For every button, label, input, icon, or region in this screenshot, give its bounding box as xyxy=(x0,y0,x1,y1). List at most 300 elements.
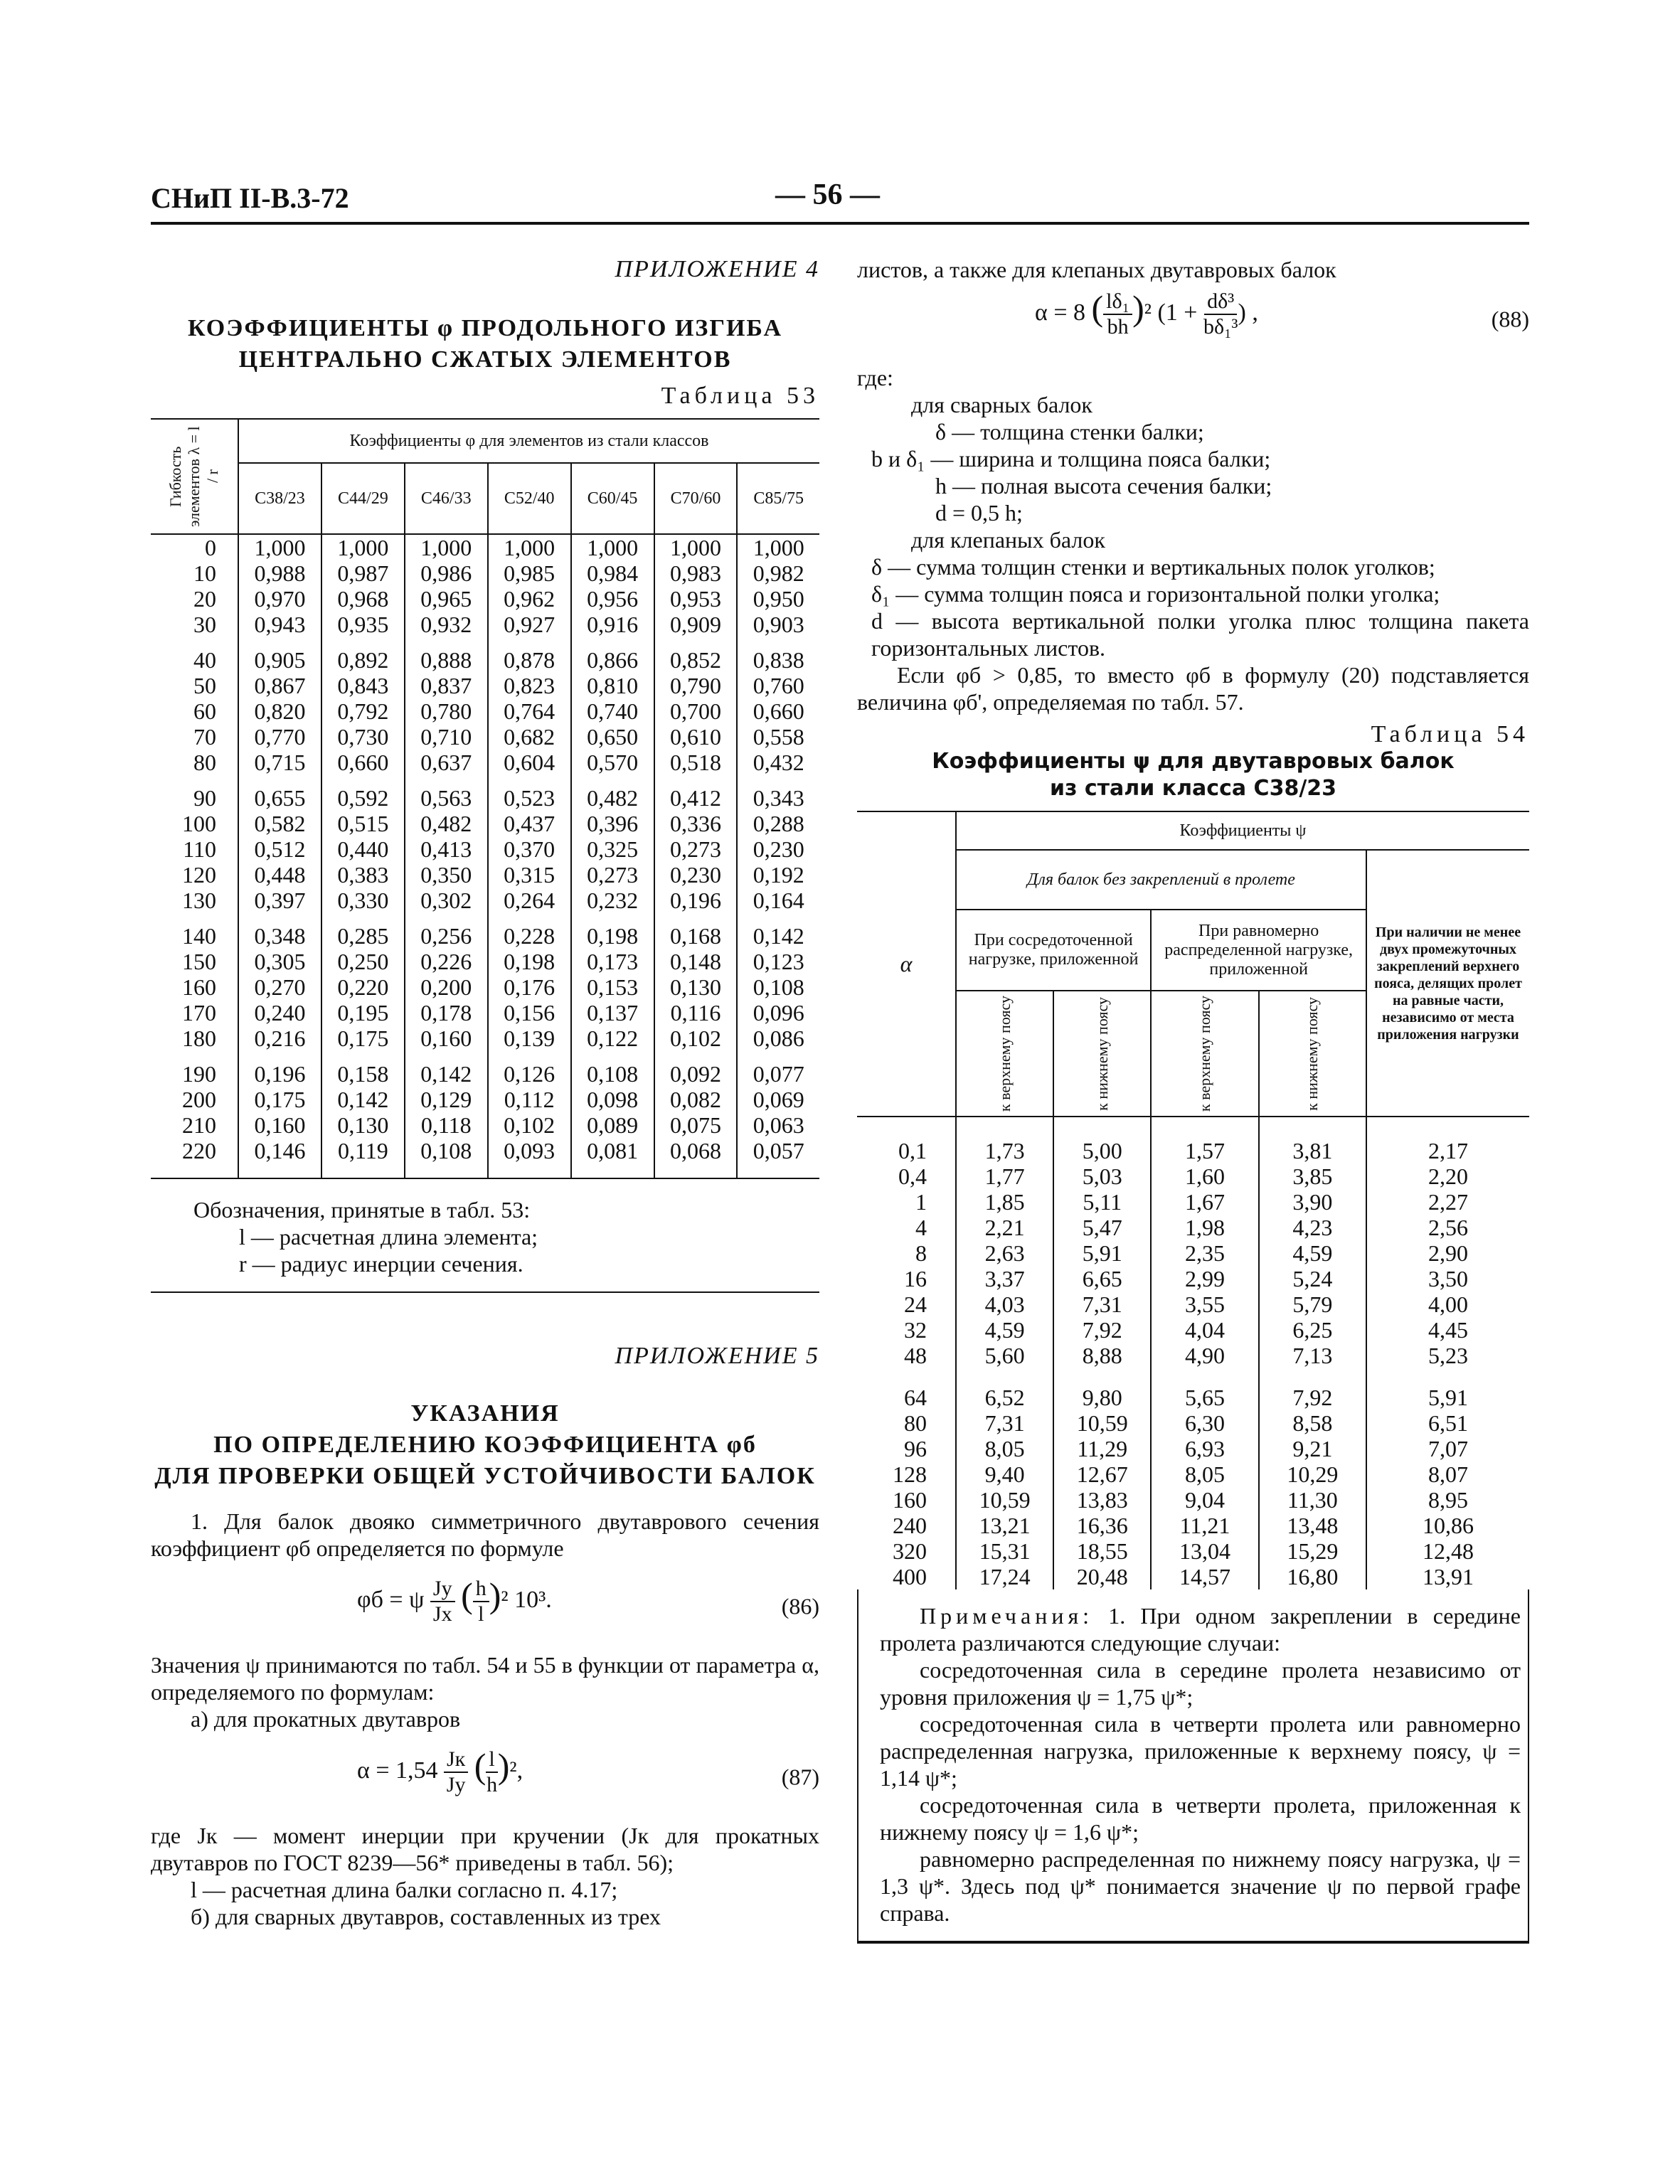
phi-cell: 0,198 xyxy=(488,949,571,974)
psi-cell: 7,92 xyxy=(1259,1368,1366,1410)
phi-cell: 1,000 xyxy=(238,534,321,560)
phi-cell: 0,987 xyxy=(321,560,405,586)
phi-cell: 0,943 xyxy=(238,612,321,637)
lower-flange-header: к нижнему поясу xyxy=(1303,996,1322,1111)
phi-cell: 0,888 xyxy=(405,637,488,673)
phi-cell: 0,195 xyxy=(321,1000,405,1026)
alpha-cell: 32 xyxy=(857,1317,956,1343)
psi-cell: 9,04 xyxy=(1151,1487,1258,1513)
alpha-cell: 64 xyxy=(857,1368,956,1410)
psi-cell: 1,77 xyxy=(956,1163,1053,1189)
psi-cell: 5,91 xyxy=(1053,1240,1151,1266)
psi-cell: 6,65 xyxy=(1053,1266,1151,1291)
phi-cell: 0,160 xyxy=(405,1026,488,1051)
table-row xyxy=(151,750,819,775)
phi-cell: 0,986 xyxy=(405,560,488,586)
phi-cell: 0,953 xyxy=(654,586,738,612)
psi-cell: 5,00 xyxy=(1053,1117,1151,1163)
phi-cell: 0,432 xyxy=(737,750,819,775)
phi-cell: 0,175 xyxy=(321,1026,405,1051)
phi-cell: 0,650 xyxy=(571,724,654,750)
definition-line: b и δ₁ — ширина и толщина пояса балки; xyxy=(871,446,1271,472)
psi-cell: 6,93 xyxy=(1151,1436,1258,1461)
formula-88-den2: bδ₁³ xyxy=(1203,315,1238,339)
phi-cell: 0,192 xyxy=(737,862,819,888)
slenderness-cell: 10 xyxy=(151,560,238,586)
phi-cell: 0,512 xyxy=(238,836,321,862)
phi-cell: 0,068 xyxy=(654,1138,738,1178)
phi-cell: 0,823 xyxy=(488,673,571,698)
phi-cell: 0,230 xyxy=(737,836,819,862)
psi-cell: 4,00 xyxy=(1366,1291,1529,1317)
note-line: сосредоточенная сила в середине пролета независимо от уровня приложения ψ = 1,75 ψ*; xyxy=(880,1657,1521,1710)
psi-cell: 3,55 xyxy=(1151,1291,1258,1317)
upper-flange-header: к верхнему поясу xyxy=(1195,996,1213,1112)
table-row xyxy=(857,1513,1529,1538)
psi-cell: 12,67 xyxy=(1053,1461,1151,1487)
phi-cell: 0,413 xyxy=(405,836,488,862)
phi-cell: 0,710 xyxy=(405,724,488,750)
psi-cell: 14,57 xyxy=(1151,1564,1258,1589)
formula-87-lhs: α = 1,54 xyxy=(357,1757,438,1784)
psi-cell: 7,31 xyxy=(956,1410,1053,1436)
table-row xyxy=(151,673,819,698)
table-row xyxy=(857,1163,1529,1189)
slenderness-cell: 200 xyxy=(151,1087,238,1112)
appendix-5-title-line: УКАЗАНИЯ xyxy=(410,1400,560,1427)
definition-line: d = 0,5 h; xyxy=(935,500,1023,526)
psi-cell: 5,23 xyxy=(1366,1343,1529,1368)
page-number: — 56 — xyxy=(775,179,880,211)
table-row xyxy=(857,1368,1529,1410)
phi-cell: 0,086 xyxy=(737,1026,819,1051)
slenderness-cell: 100 xyxy=(151,811,238,836)
psi-cell: 2,17 xyxy=(1366,1117,1529,1163)
alpha-cell: 0,4 xyxy=(857,1163,956,1189)
phi-cell: 0,142 xyxy=(405,1051,488,1087)
table-row xyxy=(151,1087,819,1112)
psi-cell: 2,56 xyxy=(1366,1215,1529,1240)
phi-cell: 0,264 xyxy=(488,888,571,913)
table-53-label: Таблица 53 xyxy=(661,383,819,409)
phi-cell: 0,837 xyxy=(405,673,488,698)
phi-cell: 0,216 xyxy=(238,1026,321,1051)
alpha-cell: 24 xyxy=(857,1291,956,1317)
slenderness-cell: 120 xyxy=(151,862,238,888)
phi-cell: 0,142 xyxy=(737,913,819,949)
steel-class-header: С85/75 xyxy=(737,463,819,534)
paragraph-5: l — расчетная длина балки согласно п. 4.17; xyxy=(191,1877,618,1902)
slenderness-cell: 180 xyxy=(151,1026,238,1051)
slenderness-cell: 110 xyxy=(151,836,238,862)
phi-cell: 0,139 xyxy=(488,1026,571,1051)
formula-88: α = 8 ( $\frac{\text{lδ₁}}{bh}$ )² (1 + $\frac{\text{dδ³}}{\text{bδ₁³}}$ ) , (88) xyxy=(1035,288,1529,339)
phi-cell: 1,000 xyxy=(737,534,819,560)
phi-cell: 0,158 xyxy=(321,1051,405,1087)
phi-cell: 0,063 xyxy=(737,1112,819,1138)
definition-line: δ — толщина стенки балки; xyxy=(935,419,1204,444)
table-row xyxy=(151,949,819,974)
phi-cell: 0,102 xyxy=(488,1112,571,1138)
psi-cell: 1,98 xyxy=(1151,1215,1258,1240)
phi-cell: 0,838 xyxy=(737,637,819,673)
psi-cell: 7,13 xyxy=(1259,1343,1366,1368)
alpha-cell: 320 xyxy=(857,1538,956,1564)
phi-cell: 0,518 xyxy=(654,750,738,775)
no-restraint-header: Для балок без закреплений в пролете xyxy=(956,850,1366,910)
psi-cell: 7,92 xyxy=(1053,1317,1151,1343)
formula-86-number: (86) xyxy=(781,1593,819,1619)
psi-cell: 10,86 xyxy=(1366,1513,1529,1538)
phi-cell: 0,228 xyxy=(488,913,571,949)
phi-cell: 0,112 xyxy=(488,1087,571,1112)
phi-cell: 0,160 xyxy=(238,1112,321,1138)
phi-cell: 0,878 xyxy=(488,637,571,673)
psi-cell: 13,83 xyxy=(1053,1487,1151,1513)
formula-87-num1: Jк xyxy=(444,1747,468,1773)
phi-cell: 0,437 xyxy=(488,811,571,836)
psi-cell: 6,52 xyxy=(956,1368,1053,1410)
phi-cell: 0,790 xyxy=(654,673,738,698)
table-54-notes xyxy=(857,1589,1529,1944)
phi-cell: 0,983 xyxy=(654,560,738,586)
phi-cell: 0,142 xyxy=(321,1087,405,1112)
psi-cell: 1,85 xyxy=(956,1189,1053,1215)
psi-cell: 5,47 xyxy=(1053,1215,1151,1240)
psi-cell: 2,63 xyxy=(956,1240,1053,1266)
steel-class-header: С70/60 xyxy=(654,463,738,534)
formula-86-num1: Jy xyxy=(430,1577,455,1602)
note-line: l — расчетная длина элемента; xyxy=(239,1224,538,1250)
header-rule xyxy=(151,222,1529,225)
table-row xyxy=(857,1266,1529,1291)
phi-cell: 0,226 xyxy=(405,949,488,974)
alpha-cell: 4 xyxy=(857,1215,956,1240)
phi-cell: 0,988 xyxy=(238,560,321,586)
psi-cell: 8,05 xyxy=(956,1436,1053,1461)
phi-cell: 0,660 xyxy=(737,698,819,724)
psi-cell: 5,65 xyxy=(1151,1368,1258,1410)
lower-flange-header: к нижнему поясу xyxy=(1092,996,1111,1111)
psi-cell: 3,37 xyxy=(956,1266,1053,1291)
slenderness-cell: 70 xyxy=(151,724,238,750)
steel-class-header: С52/40 xyxy=(488,463,571,534)
psi-cell: 13,91 xyxy=(1366,1564,1529,1589)
formula-86-den2: l xyxy=(478,1602,484,1626)
phi-cell: 0,563 xyxy=(405,775,488,811)
phi-cell: 0,178 xyxy=(405,1000,488,1026)
phi-cell: 0,082 xyxy=(654,1087,738,1112)
appendix-4-title xyxy=(151,313,819,375)
phi-cell: 0,146 xyxy=(238,1138,321,1178)
psi-cell: 4,04 xyxy=(1151,1317,1258,1343)
phi-cell: 0,962 xyxy=(488,586,571,612)
table-row xyxy=(857,1189,1529,1215)
formula-88-num2: dδ³ xyxy=(1204,289,1237,315)
phi-cell: 0,122 xyxy=(571,1026,654,1051)
psi-cell: 15,29 xyxy=(1259,1538,1366,1564)
phi-cell: 0,256 xyxy=(405,913,488,949)
phi-cell: 0,148 xyxy=(654,949,738,974)
formula-87-tail: ², xyxy=(509,1757,523,1784)
table-row xyxy=(151,724,819,750)
slenderness-cell: 190 xyxy=(151,1051,238,1087)
phi-cell: 0,660 xyxy=(321,750,405,775)
steel-class-header: С44/29 xyxy=(321,463,405,534)
psi-cell: 3,50 xyxy=(1366,1266,1529,1291)
phi-cell: 0,173 xyxy=(571,949,654,974)
psi-cell: 1,57 xyxy=(1151,1117,1258,1163)
alpha-cell: 48 xyxy=(857,1343,956,1368)
psi-cell: 17,24 xyxy=(956,1564,1053,1589)
phi-cell: 0,081 xyxy=(571,1138,654,1178)
formula-87-num2: l xyxy=(486,1747,497,1773)
phi-cell: 0,108 xyxy=(737,974,819,1000)
psi-cell: 1,67 xyxy=(1151,1189,1258,1215)
formula-88-mid: ² (1 + xyxy=(1144,299,1198,326)
psi-cell: 8,95 xyxy=(1366,1487,1529,1513)
table-row xyxy=(857,1487,1529,1513)
table-row xyxy=(151,974,819,1000)
phi-cell: 0,168 xyxy=(654,913,738,949)
phi-cell: 0,956 xyxy=(571,586,654,612)
psi-cell: 10,59 xyxy=(1053,1410,1151,1436)
phi-cell: 0,137 xyxy=(571,1000,654,1026)
phi-cell: 0,102 xyxy=(654,1026,738,1051)
psi-cell: 8,07 xyxy=(1366,1461,1529,1487)
definitions-list xyxy=(857,391,1529,661)
right-column xyxy=(857,256,1529,1944)
phi-cell: 0,820 xyxy=(238,698,321,724)
table-row xyxy=(151,913,819,949)
table-54-title-line: из стали класса С38/23 xyxy=(1049,776,1337,801)
psi-cell: 5,11 xyxy=(1053,1189,1151,1215)
table-row xyxy=(857,1564,1529,1589)
coefficients-group-header: Коэффициенты φ для элементов из стали классов xyxy=(238,419,819,463)
formula-88-number: (88) xyxy=(1491,306,1529,332)
definition-line: δ — сумма толщин стенки и вертикальных полок уголков; xyxy=(871,554,1435,580)
phi-cell: 0,905 xyxy=(238,637,321,673)
definition-line: для клепаных балок xyxy=(911,527,1105,553)
phi-cell: 0,230 xyxy=(654,862,738,888)
phi-cell: 0,440 xyxy=(321,836,405,862)
phi-cell: 1,000 xyxy=(488,534,571,560)
phi-cell: 0,093 xyxy=(488,1138,571,1178)
phi-cell: 0,126 xyxy=(488,1051,571,1087)
appendix-5-title xyxy=(151,1398,819,1492)
psi-cell: 8,58 xyxy=(1259,1410,1366,1436)
note-line: 1. При одном закреплении в середине пролета различаются следующие случаи: xyxy=(880,1603,1521,1656)
appendix-5-title-line: ДЛЯ ПРОВЕРКИ ОБЩЕЙ УСТОЙЧИВОСТИ БАЛОК xyxy=(154,1463,816,1489)
slenderness-cell: 140 xyxy=(151,913,238,949)
phi-cell: 0,250 xyxy=(321,949,405,974)
note-line: сосредоточенная сила в четверти пролета, приложенная к нижнему поясу ψ = 1,6 ψ*; xyxy=(880,1792,1521,1845)
phi-cell: 0,370 xyxy=(488,836,571,862)
slenderness-cell: 170 xyxy=(151,1000,238,1026)
phi-cell: 0,843 xyxy=(321,673,405,698)
phi-cell: 0,637 xyxy=(405,750,488,775)
phi-cell: 1,000 xyxy=(654,534,738,560)
phi-cell: 0,108 xyxy=(405,1138,488,1178)
phi-cell: 1,000 xyxy=(321,534,405,560)
phi-cell: 0,764 xyxy=(488,698,571,724)
table-row xyxy=(151,637,819,673)
slenderness-cell: 160 xyxy=(151,974,238,1000)
psi-cell: 9,80 xyxy=(1053,1368,1151,1410)
phi-cell: 0,909 xyxy=(654,612,738,637)
left-column xyxy=(151,256,819,1930)
table-54-label: Таблица 54 xyxy=(1371,721,1529,747)
psi-cell: 5,03 xyxy=(1053,1163,1151,1189)
alpha-cell: 240 xyxy=(857,1513,956,1538)
psi-cell: 11,29 xyxy=(1053,1436,1151,1461)
two-restraints-header: При наличии не менее двух промежуточных закреплений верхнего пояса, делящих пролет на равные части, независимо от места приложения нагрузки xyxy=(1366,850,1529,1117)
document-code: СНиП II-В.3-72 xyxy=(151,182,349,214)
phi-cell: 0,715 xyxy=(238,750,321,775)
psi-cell: 1,60 xyxy=(1151,1163,1258,1189)
psi-cell: 9,40 xyxy=(956,1461,1053,1487)
phi-cell: 0,343 xyxy=(737,775,819,811)
note-line: сосредоточенная сила в четверти пролета или равномерно распределенная нагрузка, приложенные к верхнему поясу, ψ = 1,14 ψ*; xyxy=(880,1711,1521,1791)
psi-cell: 8,88 xyxy=(1053,1343,1151,1368)
phi-cell: 0,968 xyxy=(321,586,405,612)
phi-cell: 0,075 xyxy=(654,1112,738,1138)
phi-cell: 0,196 xyxy=(654,888,738,913)
table-row xyxy=(151,1112,819,1138)
slenderness-cell: 30 xyxy=(151,612,238,637)
phi-cell: 0,558 xyxy=(737,724,819,750)
formula-87-number: (87) xyxy=(781,1764,819,1790)
table-row xyxy=(151,534,819,560)
slenderness-cell: 220 xyxy=(151,1138,238,1178)
phi-cell: 0,412 xyxy=(654,775,738,811)
alpha-cell: 0,1 xyxy=(857,1117,956,1163)
appendix-4-title-line: ЦЕНТРАЛЬНО СЖАТЫХ ЭЛЕМЕНТОВ xyxy=(238,346,732,373)
phi-cell: 1,000 xyxy=(405,534,488,560)
steel-class-header: С38/23 xyxy=(238,463,321,534)
phi-cell: 0,325 xyxy=(571,836,654,862)
psi-cell: 7,31 xyxy=(1053,1291,1151,1317)
table-row xyxy=(151,1138,819,1178)
phi-cell: 0,903 xyxy=(737,612,819,637)
phi-cell: 0,866 xyxy=(571,637,654,673)
phi-cell: 0,482 xyxy=(571,775,654,811)
phi-cell: 0,700 xyxy=(654,698,738,724)
alpha-cell: 160 xyxy=(857,1487,956,1513)
psi-cell: 8,05 xyxy=(1151,1461,1258,1487)
table-row xyxy=(151,612,819,637)
definition-line: для сварных балок xyxy=(911,392,1092,417)
alpha-cell: 8 xyxy=(857,1240,956,1266)
phi-cell: 0,285 xyxy=(321,913,405,949)
formula-86-lhs: φб = ψ xyxy=(357,1587,425,1613)
steel-class-header: С46/33 xyxy=(405,463,488,534)
table-row xyxy=(857,1410,1529,1436)
formula-88-tail: ) , xyxy=(1238,299,1258,326)
phi-cell: 0,089 xyxy=(571,1112,654,1138)
phi-cell: 0,164 xyxy=(737,888,819,913)
psi-cell: 3,81 xyxy=(1259,1117,1366,1163)
upper-flange-header: к верхнему поясу xyxy=(995,996,1014,1112)
phi-cell: 0,196 xyxy=(238,1051,321,1087)
table-row xyxy=(857,1461,1529,1487)
phi-cell: 0,336 xyxy=(654,811,738,836)
slenderness-cell: 80 xyxy=(151,750,238,775)
table-53 xyxy=(151,418,819,1179)
formula-86-num2: h xyxy=(473,1577,489,1602)
phi-cell: 0,130 xyxy=(654,974,738,1000)
psi-cell: 6,30 xyxy=(1151,1410,1258,1436)
phi-cell: 0,740 xyxy=(571,698,654,724)
phi-cell: 0,604 xyxy=(488,750,571,775)
phi-cell: 0,582 xyxy=(238,811,321,836)
phi-cell: 0,350 xyxy=(405,862,488,888)
table-54-title xyxy=(857,748,1529,802)
phi-cell: 0,592 xyxy=(321,775,405,811)
phi-cell: 0,330 xyxy=(321,888,405,913)
alpha-cell: 1 xyxy=(857,1189,956,1215)
phi-cell: 0,935 xyxy=(321,612,405,637)
phi-cell: 0,965 xyxy=(405,586,488,612)
appendix-4-title-line: КОЭФФИЦИЕНТЫ φ ПРОДОЛЬНОГО ИЗГИБА xyxy=(187,315,783,341)
psi-cell: 10,59 xyxy=(956,1487,1053,1513)
psi-cell: 9,21 xyxy=(1259,1436,1366,1461)
phi-cell: 0,118 xyxy=(405,1112,488,1138)
phi-cell: 0,108 xyxy=(571,1051,654,1087)
alpha-cell: 128 xyxy=(857,1461,956,1487)
table-row xyxy=(151,560,819,586)
psi-cell: 2,90 xyxy=(1366,1240,1529,1266)
phi-cell: 0,273 xyxy=(571,862,654,888)
phi-cell: 0,570 xyxy=(571,750,654,775)
phi-cell: 0,096 xyxy=(737,1000,819,1026)
slenderness-cell: 130 xyxy=(151,888,238,913)
table-row xyxy=(857,1215,1529,1240)
psi-cell: 5,91 xyxy=(1366,1368,1529,1410)
phi-cell: 0,348 xyxy=(238,913,321,949)
table-54 xyxy=(857,811,1529,1589)
table-53-notes xyxy=(151,1196,819,1277)
appendix-5-label: ПРИЛОЖЕНИЕ 5 xyxy=(615,1343,819,1369)
table-row xyxy=(151,698,819,724)
psi-cell: 11,30 xyxy=(1259,1487,1366,1513)
phi-cell: 0,655 xyxy=(238,775,321,811)
psi-cell: 11,21 xyxy=(1151,1513,1258,1538)
table-row xyxy=(857,1240,1529,1266)
psi-cell: 13,04 xyxy=(1151,1538,1258,1564)
phi-cell: 0,220 xyxy=(321,974,405,1000)
note-line: Обозначения, принятые в табл. 53: xyxy=(193,1197,531,1222)
slenderness-cell: 40 xyxy=(151,637,238,673)
phi-cell: 0,156 xyxy=(488,1000,571,1026)
psi-cell: 12,48 xyxy=(1366,1538,1529,1564)
note-line: равномерно распределенная по нижнему поясу нагрузка, ψ = 1,3 ψ*. Здесь под ψ* понимается значение ψ по первой графе справа. xyxy=(880,1846,1521,1927)
phi-cell: 0,175 xyxy=(238,1087,321,1112)
phi-cell: 0,982 xyxy=(737,560,819,586)
alpha-cell: 96 xyxy=(857,1436,956,1461)
psi-cell: 3,85 xyxy=(1259,1163,1366,1189)
slenderness-cell: 0 xyxy=(151,534,238,560)
table-row xyxy=(151,586,819,612)
alpha-cell: 16 xyxy=(857,1266,956,1291)
slenderness-cell: 60 xyxy=(151,698,238,724)
psi-cell: 6,51 xyxy=(1366,1410,1529,1436)
phi-cell: 0,270 xyxy=(238,974,321,1000)
psi-cell: 18,55 xyxy=(1053,1538,1151,1564)
appendix-4-label: ПРИЛОЖЕНИЕ 4 xyxy=(615,256,819,282)
psi-cell: 4,03 xyxy=(956,1291,1053,1317)
slenderness-cell: 90 xyxy=(151,775,238,811)
